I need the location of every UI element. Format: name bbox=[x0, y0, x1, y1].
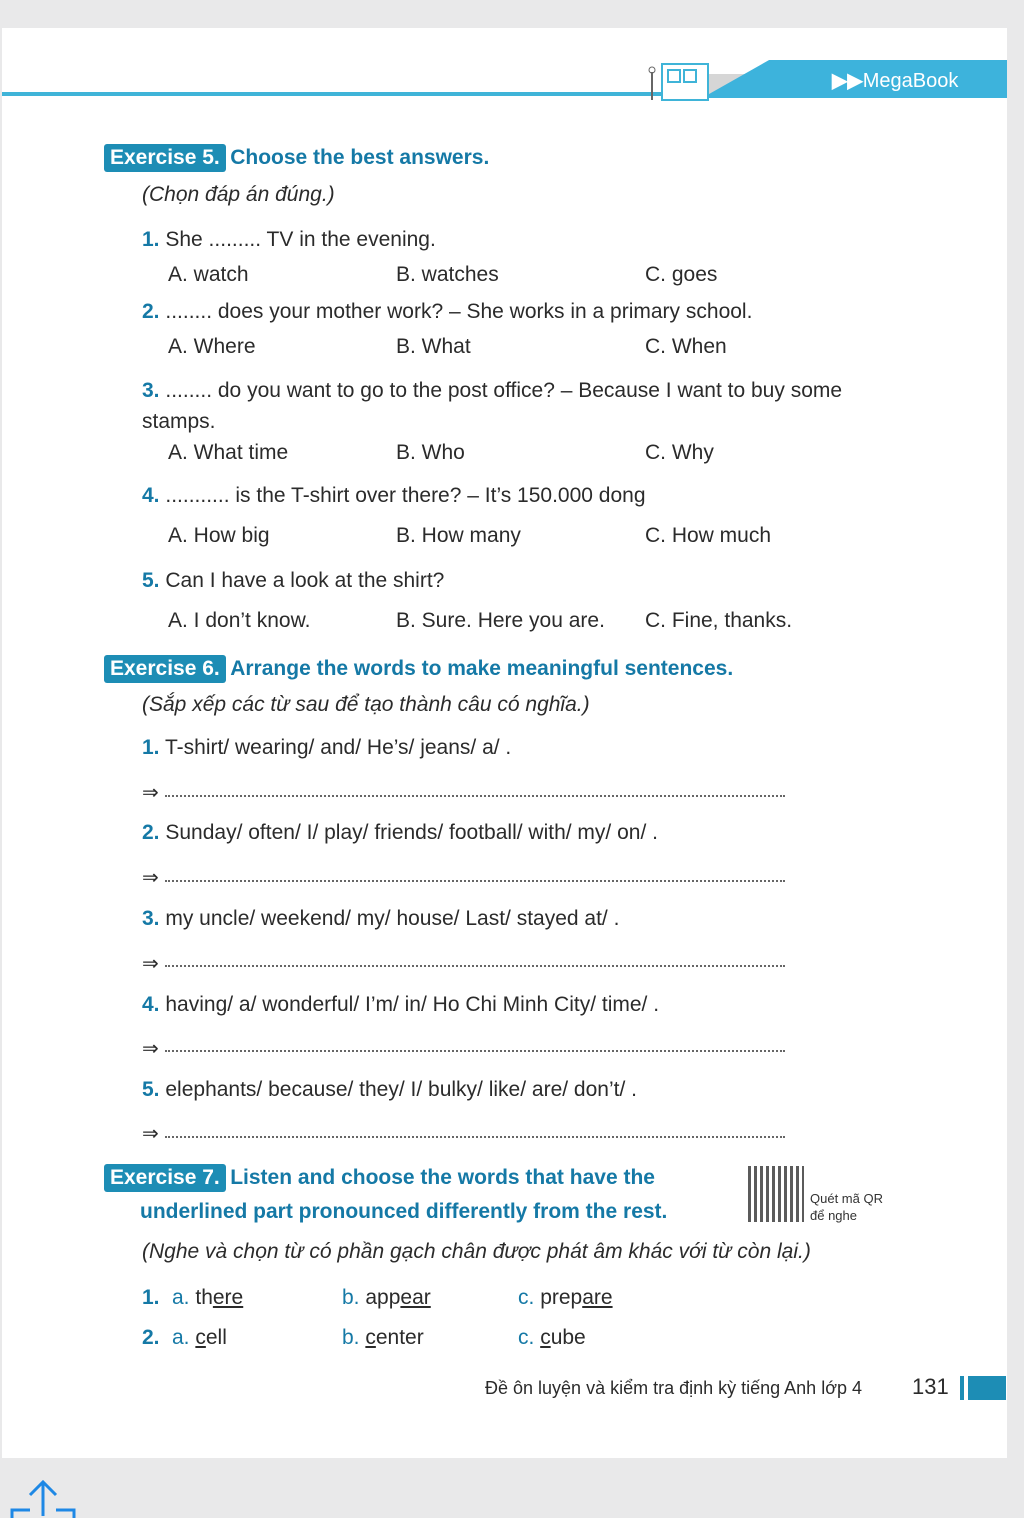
word-option: c. cube bbox=[518, 1326, 586, 1349]
sentence-5: 5. elephants/ because/ they/ I/ bulky/ like/ are/ don’t/ . bbox=[142, 1078, 637, 1101]
exercise-5-heading bbox=[104, 144, 489, 172]
word-row-1: 1. bbox=[142, 1286, 160, 1309]
sentence-3: 3. my uncle/ weekend/ my/ house/ Last/ stayed at/ . bbox=[142, 907, 620, 930]
question-1: 1. She ......... TV in the evening. bbox=[142, 228, 436, 251]
answer-line[interactable] bbox=[165, 880, 785, 882]
question-4: 4. ........... is the T-shirt over there? – It’s 150.000 dong bbox=[142, 484, 646, 507]
bus-stop-icon bbox=[642, 58, 712, 103]
option-b: B. Sure. Here you are. bbox=[396, 609, 605, 632]
word-option: a. there bbox=[172, 1286, 244, 1309]
answer-arrow: ⇒ bbox=[142, 782, 159, 804]
brand-logo: ▶▶MegaBook bbox=[832, 70, 959, 92]
option-a: A. What time bbox=[168, 441, 289, 464]
option-a: A. I don’t know. bbox=[168, 609, 311, 632]
word-option: c. prepare bbox=[518, 1286, 613, 1309]
sentence-2: 2. Sunday/ often/ I/ play/ friends/ football/ with/ my/ on/ . bbox=[142, 821, 658, 844]
option-a: A. Where bbox=[168, 335, 256, 358]
word-row-2: 2. bbox=[142, 1326, 160, 1349]
question-2: 2. ........ does your mother work? – She works in a primary school. bbox=[142, 300, 753, 323]
sentence-1: 1. T-shirt/ wearing/ and/ He’s/ jeans/ a/ . bbox=[142, 736, 512, 759]
question-3: 3. ........ do you want to go to the post office? – Because I want to buy some stamps. bbox=[142, 379, 843, 433]
answer-arrow: ⇒ bbox=[142, 953, 159, 975]
page-block bbox=[968, 1376, 1006, 1400]
footer-book-title: Đề ôn luyện và kiểm tra định kỳ tiếng Anh lớp 4 bbox=[485, 1378, 863, 1398]
exercise-badge: Exercise 7. bbox=[104, 1164, 226, 1192]
option-b: B. watches bbox=[396, 263, 499, 286]
question-5: 5. Can I have a look at the shirt? bbox=[142, 569, 445, 592]
page-bar bbox=[960, 1376, 964, 1400]
option-a: A. watch bbox=[168, 263, 249, 286]
option-b: B. Who bbox=[396, 441, 465, 464]
option-b: B. What bbox=[396, 335, 471, 358]
option-c: C. Why bbox=[645, 441, 714, 464]
exercise-7-heading bbox=[104, 1164, 655, 1192]
option-c: C. goes bbox=[645, 263, 718, 286]
exercise-title: Choose the best answers. bbox=[230, 146, 490, 169]
word-option: b. appear bbox=[342, 1286, 431, 1309]
exercise-title-line2: underlined part pronounced differently from the rest. bbox=[140, 1200, 668, 1223]
page-number: 131 bbox=[912, 1374, 949, 1399]
answer-arrow: ⇒ bbox=[142, 1038, 159, 1060]
option-c: C. How much bbox=[645, 524, 772, 547]
exercise-subtitle: (Sắp xếp các từ sau để tạo thành câu có nghĩa.) bbox=[142, 693, 590, 716]
exercise-badge: Exercise 6. bbox=[104, 655, 226, 683]
option-c: C. When bbox=[645, 335, 727, 358]
word-option: b. center bbox=[342, 1326, 424, 1349]
exercise-title: Listen and choose the words that have the bbox=[230, 1166, 655, 1189]
exercise-title: Arrange the words to make meaningful sentences. bbox=[230, 657, 734, 680]
exercise-6-heading bbox=[104, 655, 733, 683]
sentence-4: 4. having/ a/ wonderful/ I’m/ in/ Ho Chi Minh City/ time/ . bbox=[142, 993, 660, 1016]
exercise-subtitle: (Chọn đáp án đúng.) bbox=[142, 183, 335, 206]
header-line bbox=[2, 92, 662, 96]
share-upload-icon[interactable] bbox=[8, 1478, 78, 1518]
answer-line[interactable] bbox=[165, 1050, 785, 1052]
option-b: B. How many bbox=[396, 524, 521, 547]
answer-line[interactable] bbox=[165, 795, 785, 797]
exercise-subtitle: (Nghe và chọn từ có phần gạch chân được phát âm khác với từ còn lại.) bbox=[142, 1240, 811, 1263]
qr-code-icon[interactable] bbox=[748, 1166, 804, 1222]
answer-line[interactable] bbox=[165, 965, 785, 967]
qr-caption: Quét mã QR để nghe bbox=[810, 1191, 883, 1223]
word-option: a. cell bbox=[172, 1326, 227, 1349]
answer-arrow: ⇒ bbox=[142, 867, 159, 889]
option-c: C. Fine, thanks. bbox=[645, 609, 793, 632]
answer-arrow: ⇒ bbox=[142, 1123, 159, 1145]
exercise-badge: Exercise 5. bbox=[104, 144, 226, 172]
option-a: A. How big bbox=[168, 524, 270, 547]
answer-line[interactable] bbox=[165, 1136, 785, 1138]
